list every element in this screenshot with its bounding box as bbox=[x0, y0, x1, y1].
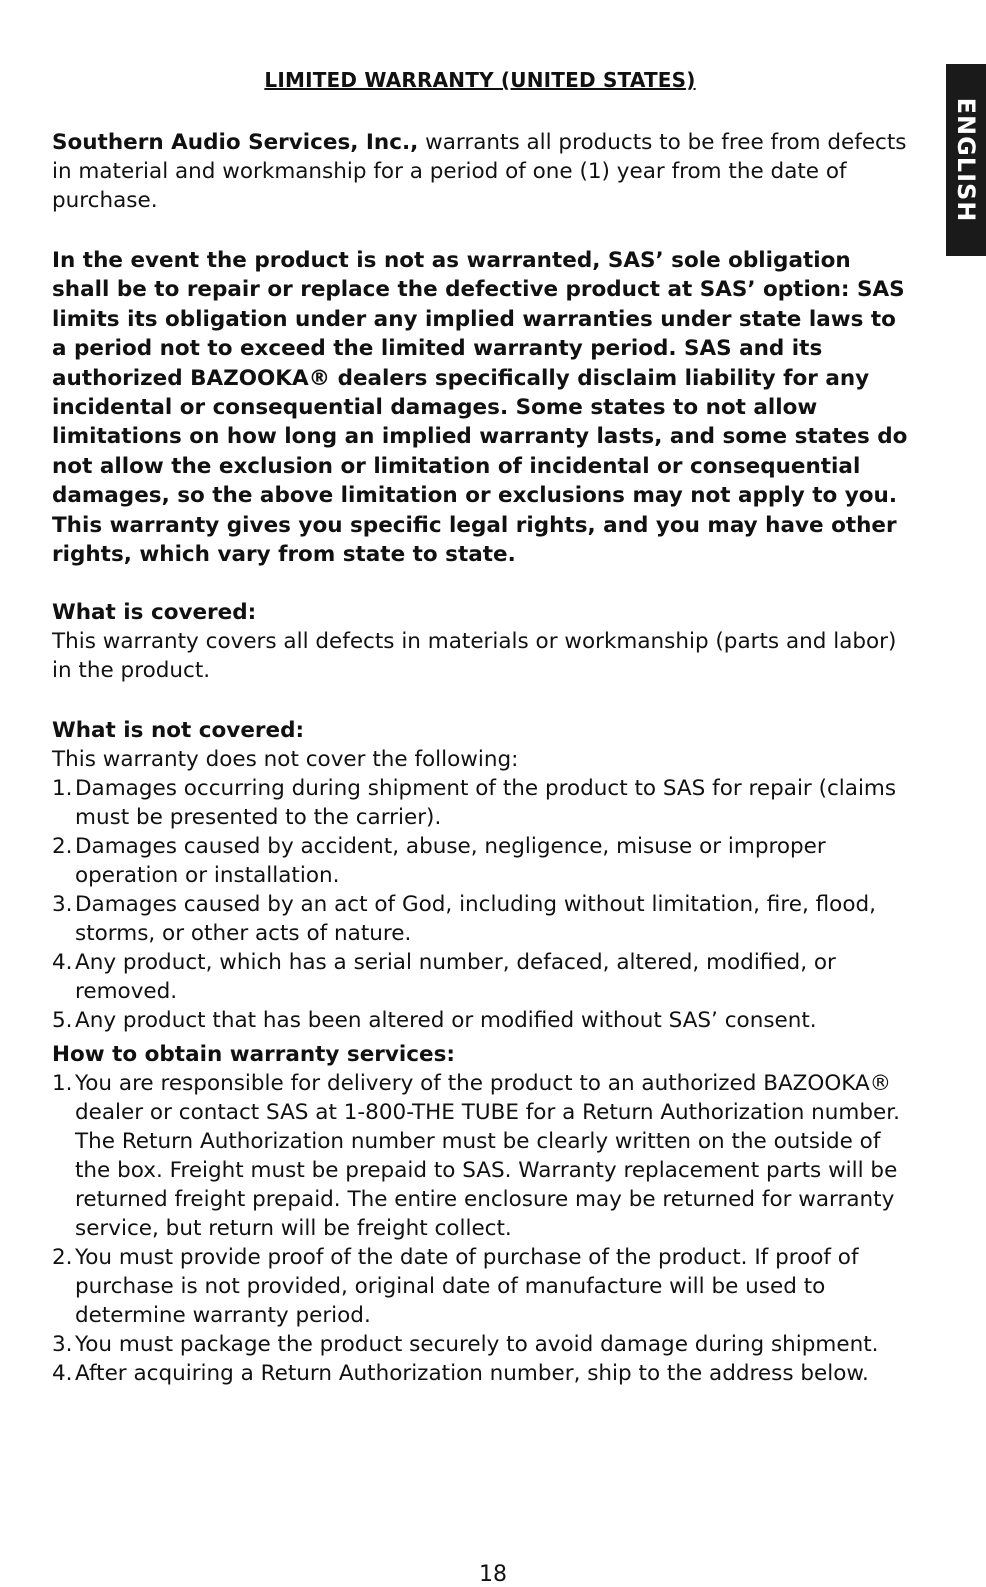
intro-text: warrants all products to be free from defects in material and workmanship for a period of one (1) year from the date of purchase. bbox=[52, 130, 907, 213]
not-covered-list bbox=[52, 774, 908, 1035]
not-covered-heading: What is not covered: bbox=[52, 718, 305, 743]
list-item: 5. Any product that has been altered or modified without SAS’ consent. bbox=[52, 1008, 817, 1033]
list-item: 3. You must package the product securely to avoid damage during shipment. bbox=[52, 1332, 879, 1357]
intro-paragraph bbox=[52, 128, 908, 215]
not-covered-intro: This warranty does not cover the following: bbox=[52, 747, 519, 772]
list-item: 4. Any product, which has a serial number, defaced, altered, modified, or removed. bbox=[52, 950, 836, 1004]
covered-text: This warranty covers all defects in materials or workmanship (parts and labor) in the product. bbox=[52, 629, 897, 683]
list-item: 4. After acquiring a Return Authorization number, ship to the address below. bbox=[52, 1361, 869, 1386]
obligation-paragraph: In the event the product is not as warranted, SAS’ sole obligation shall be to repair or replace the defective product at SAS’ option: SAS limits its obligation under any implied warranties under state laws to a period not to exceed the limited warranty period. SAS and its authorized BAZOOKA® dealers specifically disclaim liability for any incidental or consequential damages. Some states to not allow limitations on how long an implied warranty lasts, and some states do not allow the exclusion or limitation of incidental or consequential damages, so the above limitation or exclusions may not apply to you. This warranty gives you specific legal rights, and you may have other rights, which vary from state to state. bbox=[52, 248, 908, 568]
company-name: Southern Audio Services, Inc., bbox=[52, 130, 419, 155]
how-to-heading: How to obtain warranty services: bbox=[52, 1042, 456, 1067]
language-tab bbox=[946, 64, 986, 256]
list-item: 1. Damages occurring during shipment of the product to SAS for repair (claims must be presented to the carrier). bbox=[52, 776, 897, 830]
page-title: LIMITED WARRANTY (UNITED STATES) bbox=[264, 68, 696, 92]
how-to-list bbox=[52, 1069, 908, 1388]
how-to-section bbox=[52, 1040, 908, 1388]
list-item: 2. You must provide proof of the date of purchase of the product. If proof of purchase is not provided, original date of manufacture will be used to determine warranty period. bbox=[52, 1245, 859, 1328]
page-number: 18 bbox=[479, 1562, 507, 1587]
not-covered-section bbox=[52, 716, 908, 1035]
list-item: 3. Damages caused by an act of God, including without limitation, fire, flood, storms, or other acts of nature. bbox=[52, 892, 876, 946]
list-item: 2. Damages caused by accident, abuse, negligence, misuse or improper operation or installation. bbox=[52, 834, 826, 888]
covered-heading: What is covered: bbox=[52, 600, 257, 625]
covered-section bbox=[52, 598, 908, 685]
list-item: 1. You are responsible for delivery of the product to an authorized BAZOOKA® dealer or contact SAS at 1-800-THE TUBE for a Return Authorization number. The Return Authorization number must be clearly written on the outside of the box. Freight must be prepaid to SAS. Warranty replacement parts will be returned freight prepaid. The entire enclosure may be returned for warranty service, but return will be freight collect. bbox=[52, 1071, 900, 1241]
language-tab-label: ENGLISH bbox=[952, 97, 980, 223]
